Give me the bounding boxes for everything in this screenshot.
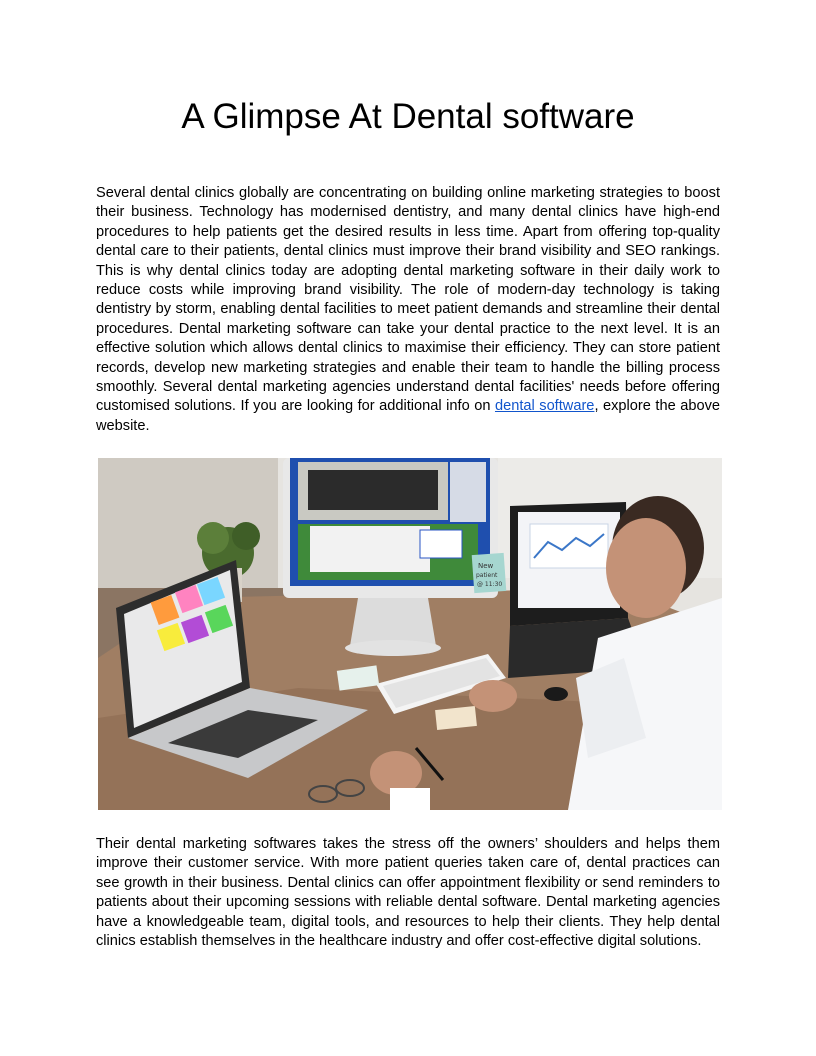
sticky-note-line1: New <box>478 562 494 570</box>
sticky-note-line3: @ 11:30 <box>477 581 503 588</box>
office-photo <box>98 458 722 810</box>
dental-software-link[interactable]: dental software <box>494 398 595 415</box>
paragraph-benefits: Their dental marketing softwares takes the stress off the owners’ shoulders and helps them improve their customer service. With more patient queries taken care of, dental practices can see growth in their business. Dental clinics can offer appointment flexibility or send reminders to patients about their upcoming sessions with reliable dental software. Dental marketing agencies have a knowledgeable team, digital tools, and resources to help their clients. They help dental clinics establish themselves in the healthcare industry and offer cost-effective digital solutions. <box>96 836 720 950</box>
paragraph-intro <box>96 184 720 436</box>
paragraph-intro-text: Several dental clinics globally are concentrating on building online marketing strategies to boost their business. Technology has modernised dentistry, and many dental clinics have high-end procedures to help patients get the desired results in less time. Apart from offering top-quality dental care to their patients, dental clinics must improve their brand visibility and SEO rankings. This is why dental clinics today are adopting dental marketing software in their daily work to reduce costs while improving brand visibility. The role of modern-day technology is taking dentistry by storm, enabling dental facilities to meet patient demands and streamline their dental procedures. Dental marketing software can take your dental practice to the next level. It is an effective solution which allows dental clinics to maximise their efficiency. They can store patient records, develop new marketing strategies and enable their team to handle the billing process smoothly. Several dental marketing agencies understand dental facilities' needs before offering customised solutions. If you are looking for additional info on <box>96 185 720 415</box>
document-title: A Glimpse At Dental software <box>181 97 635 136</box>
paragraph-intro-tail: , explore the above website. <box>96 398 720 434</box>
sticky-note-line2: patient <box>476 572 498 579</box>
